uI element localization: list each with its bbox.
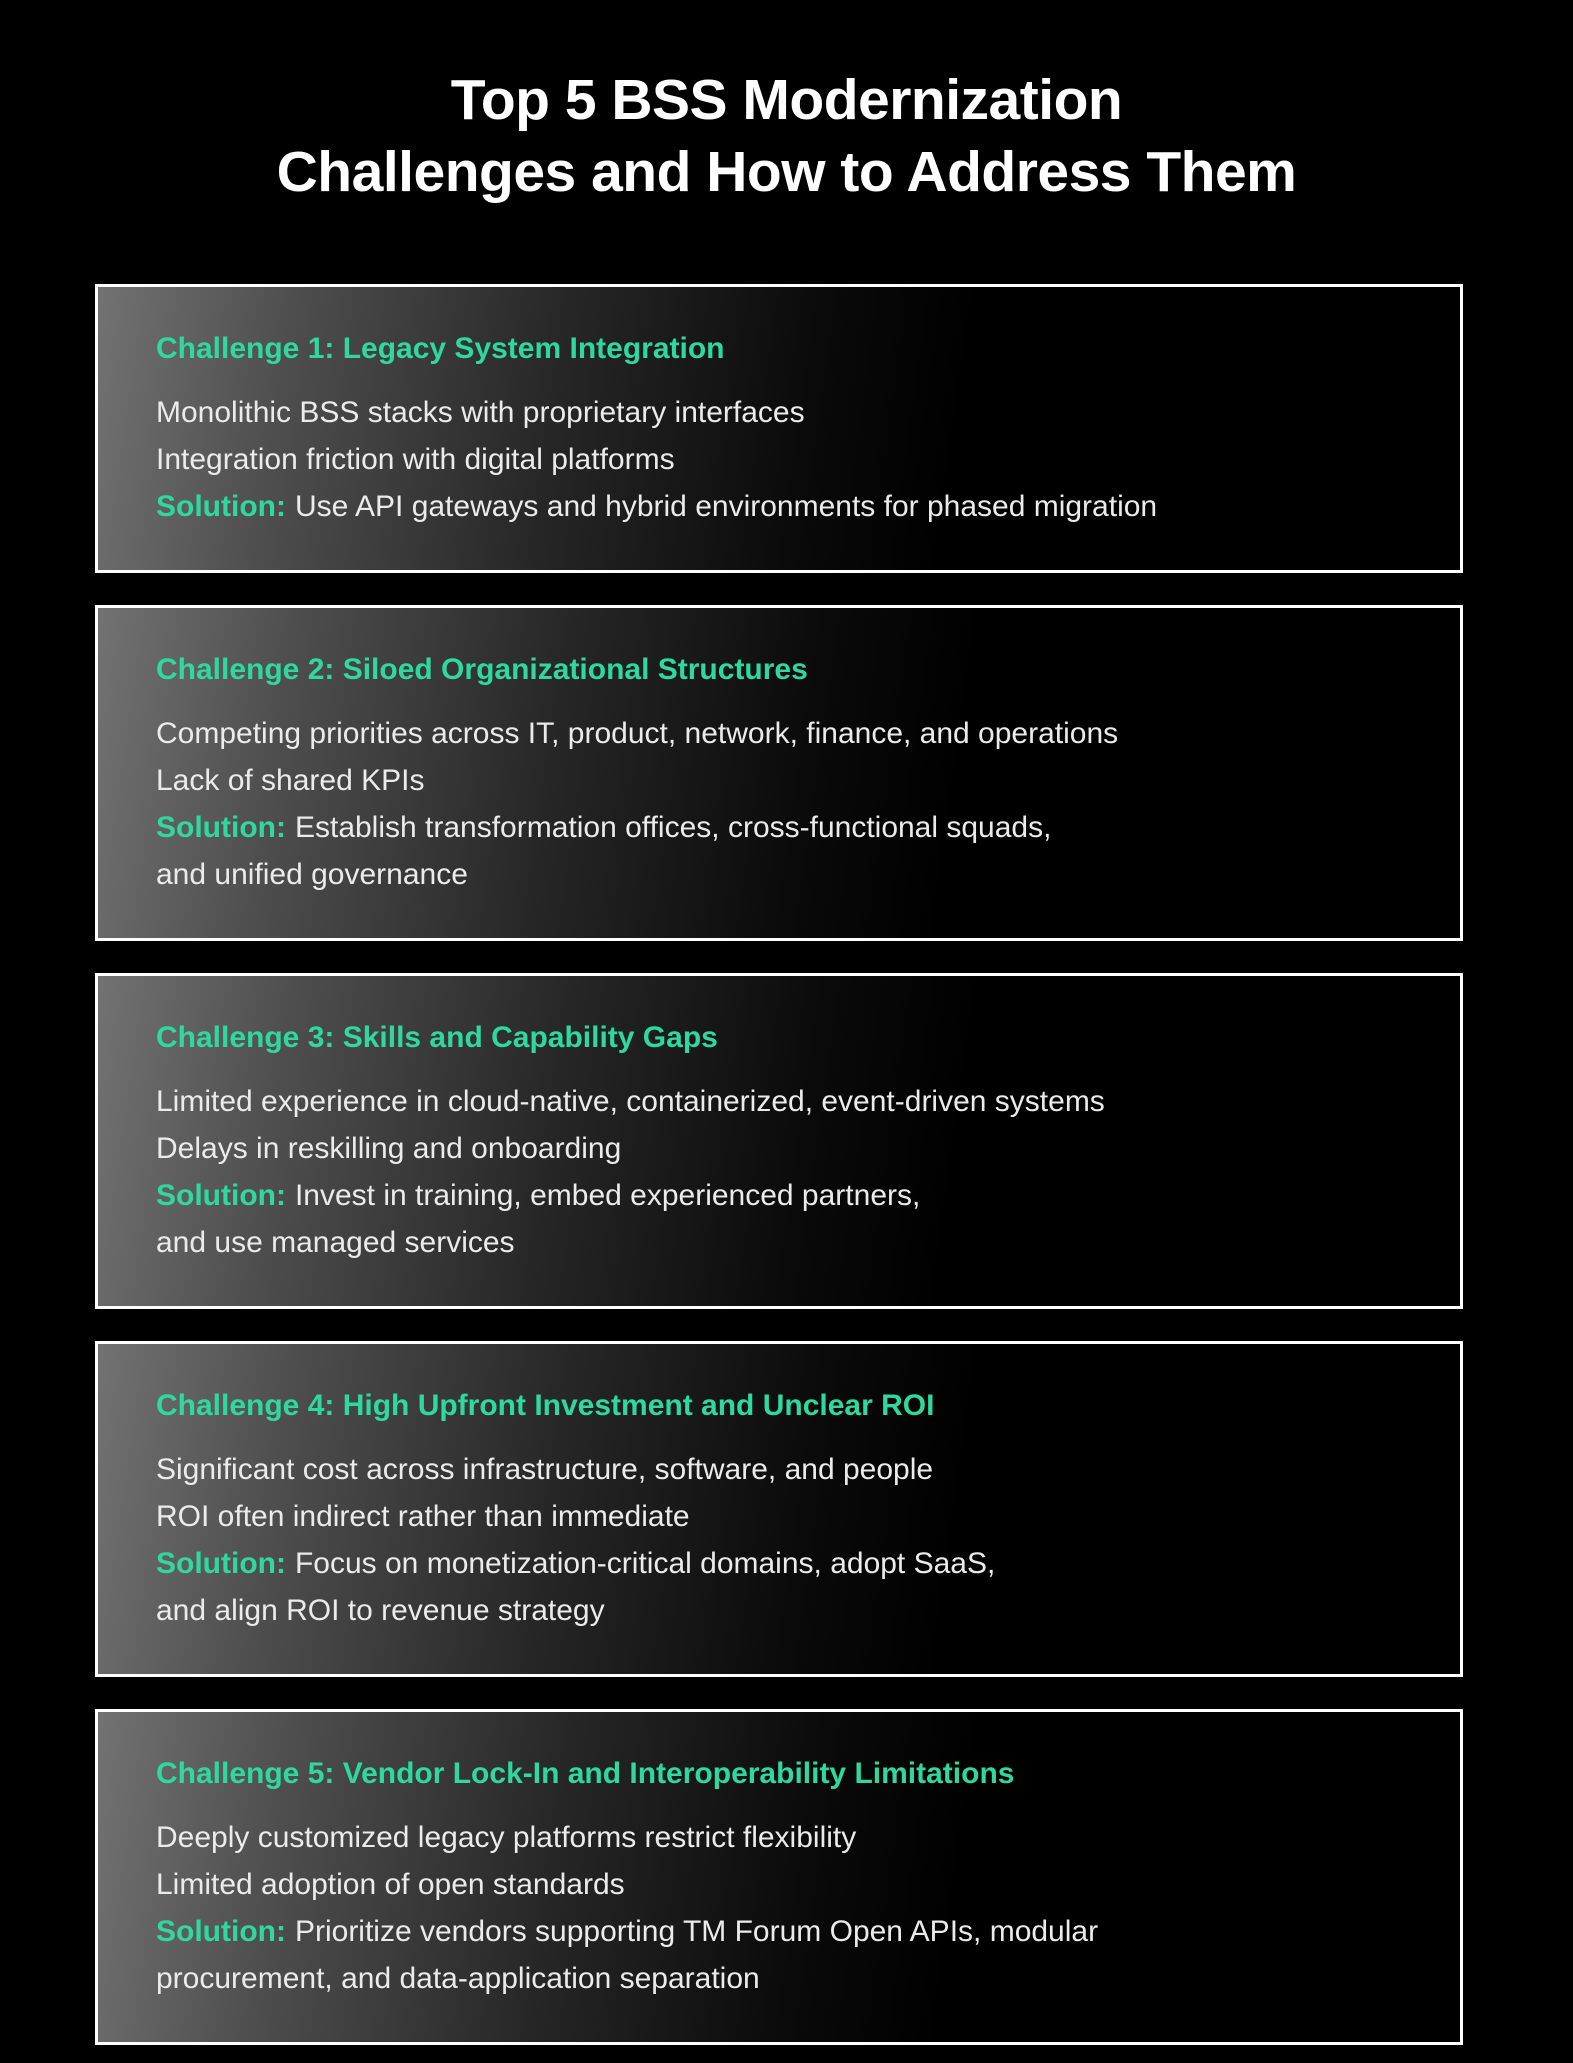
- solution-text: Prioritize vendors supporting TM Forum Open APIs, modular: [294, 1915, 1099, 1948]
- card-5-solution: [156, 1908, 1420, 1955]
- card-4-solution: [156, 1540, 1420, 1587]
- card-2-solution: [156, 804, 1420, 851]
- card-1-point-2: Integration friction with digital platforms: [156, 443, 675, 476]
- solution-label: Solution:: [156, 1179, 286, 1212]
- card-3-solution-continuation: and use managed services: [156, 1226, 515, 1259]
- challenge-card-list: [95, 284, 1463, 2045]
- card-4-point-2: ROI often indirect rather than immediate: [156, 1500, 690, 1533]
- card-2-point-2: Lack of shared KPIs: [156, 764, 425, 797]
- card-1-point-1: Monolithic BSS stacks with proprietary interfaces: [156, 396, 805, 429]
- card-5-point-2: Limited adoption of open standards: [156, 1868, 625, 1901]
- challenge-card-3: [95, 973, 1463, 1309]
- solution-text: Use API gateways and hybrid environments for phased migration: [294, 490, 1158, 523]
- card-3-solution: [156, 1172, 1420, 1219]
- challenge-card-2: [95, 605, 1463, 941]
- solution-text: Invest in training, embed experienced partners,: [294, 1179, 921, 1212]
- card-5-solution-continuation: procurement, and data-application separation: [156, 1962, 760, 1995]
- card-3-heading: Challenge 3: Skills and Capability Gaps: [156, 1021, 718, 1054]
- challenge-card-5: [95, 1709, 1463, 2045]
- card-5-point-1: Deeply customized legacy platforms restrict flexibility: [156, 1821, 857, 1854]
- solution-label: Solution:: [156, 490, 286, 523]
- card-4-heading: Challenge 4: High Upfront Investment and Unclear ROI: [156, 1389, 935, 1422]
- card-5-heading: Challenge 5: Vendor Lock-In and Interoperability Limitations: [156, 1757, 1015, 1790]
- solution-label: Solution:: [156, 1547, 286, 1580]
- challenge-card-1: [95, 284, 1463, 573]
- card-3-point-1: Limited experience in cloud-native, containerized, event-driven systems: [156, 1085, 1105, 1118]
- card-2-heading: Challenge 2: Siloed Organizational Structures: [156, 653, 808, 686]
- page-title: [0, 64, 1573, 208]
- card-3-point-2: Delays in reskilling and onboarding: [156, 1132, 622, 1165]
- card-4-point-1: Significant cost across infrastructure, software, and people: [156, 1453, 934, 1486]
- solution-text: Establish transformation offices, cross-functional squads,: [294, 811, 1052, 844]
- solution-label: Solution:: [156, 811, 286, 844]
- solution-text: Focus on monetization-critical domains, adopt SaaS,: [294, 1547, 996, 1580]
- challenge-card-4: [95, 1341, 1463, 1677]
- card-1-heading: Challenge 1: Legacy System Integration: [156, 332, 725, 365]
- page-title-line2: Challenges and How to Address Them: [276, 140, 1297, 204]
- card-2-solution-continuation: and unified governance: [156, 858, 468, 891]
- card-2-point-1: Competing priorities across IT, product, network, finance, and operations: [156, 717, 1119, 750]
- solution-label: Solution:: [156, 1915, 286, 1948]
- card-1-solution: [156, 483, 1420, 530]
- page-title-line1: Top 5 BSS Modernization: [450, 68, 1123, 132]
- card-4-solution-continuation: and align ROI to revenue strategy: [156, 1594, 605, 1627]
- infographic-page: [0, 64, 1573, 2063]
